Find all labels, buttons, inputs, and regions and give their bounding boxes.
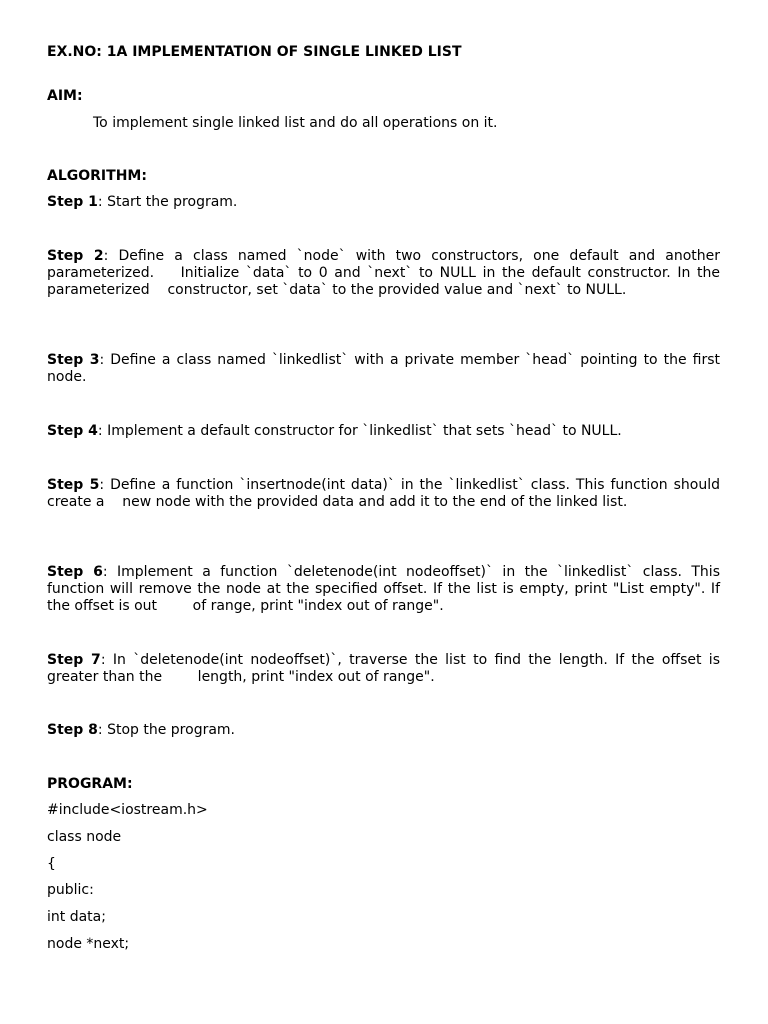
- step-text: : In `deletenode(int nodeoffset)`, traverse the list to find the length. If the offset is greater than the length, print "index out of range".: [47, 652, 725, 685]
- aim-heading: AIM:: [47, 88, 83, 104]
- step-label: Step 6: [47, 564, 103, 580]
- aim-text: To implement single linked list and do all operations on it.: [93, 115, 498, 131]
- code-line: {: [47, 856, 56, 872]
- step-label: Step 7: [47, 652, 101, 668]
- algorithm-step: [47, 352, 725, 386]
- step-label: Step 3: [47, 352, 100, 368]
- step-label: Step 4: [47, 423, 98, 439]
- document-title: EX.NO: 1A IMPLEMENTATION OF SINGLE LINKED LIST: [47, 44, 462, 60]
- step-label: Step 8: [47, 722, 98, 738]
- code-line: #include<iostream.h>: [47, 802, 208, 818]
- algorithm-step: [47, 564, 725, 615]
- algorithm-step: [47, 477, 725, 511]
- step-text: : Define a class named `node` with two constructors, one default and another parameterized. Initialize `data` to 0 and `next` to NULL in the default constructor. In the parameterized constructor, set `data` to the provided value and `next` to NULL.: [47, 248, 725, 298]
- algorithm-step: [47, 194, 720, 211]
- step-text: : Define a class named `linkedlist` with a private member `head` pointing to the first node.: [47, 352, 725, 385]
- step-text: : Start the program.: [97, 194, 238, 210]
- algorithm-step: [47, 722, 720, 739]
- algorithm-step: [47, 652, 725, 686]
- algorithm-step: [47, 423, 720, 440]
- code-line: node *next;: [47, 936, 130, 952]
- step-text: : Implement a function `deletenode(int nodeoffset)` in the `linkedlist` class. This function will remove the node at the specified offset. If the list is empty, print "List empty". If the offset is out of range, print "index out of range".: [47, 564, 725, 614]
- step-text: : Stop the program.: [97, 722, 236, 738]
- code-line: public:: [47, 882, 94, 898]
- algorithm-heading: ALGORITHM:: [47, 168, 147, 184]
- step-text: : Implement a default constructor for `linkedlist` that sets `head` to NULL.: [97, 423, 622, 439]
- step-text: : Define a function `insertnode(int data)` in the `linkedlist` class. This function should create a new node with the provided data and add it to the end of the linked list.: [47, 477, 725, 510]
- step-label: Step 2: [47, 248, 104, 264]
- program-heading: PROGRAM:: [47, 776, 133, 792]
- step-label: Step 5: [47, 477, 100, 493]
- code-line: int data;: [47, 909, 106, 925]
- algorithm-step: [47, 248, 725, 299]
- step-label: Step 1: [47, 194, 98, 210]
- code-line: class node: [47, 829, 122, 845]
